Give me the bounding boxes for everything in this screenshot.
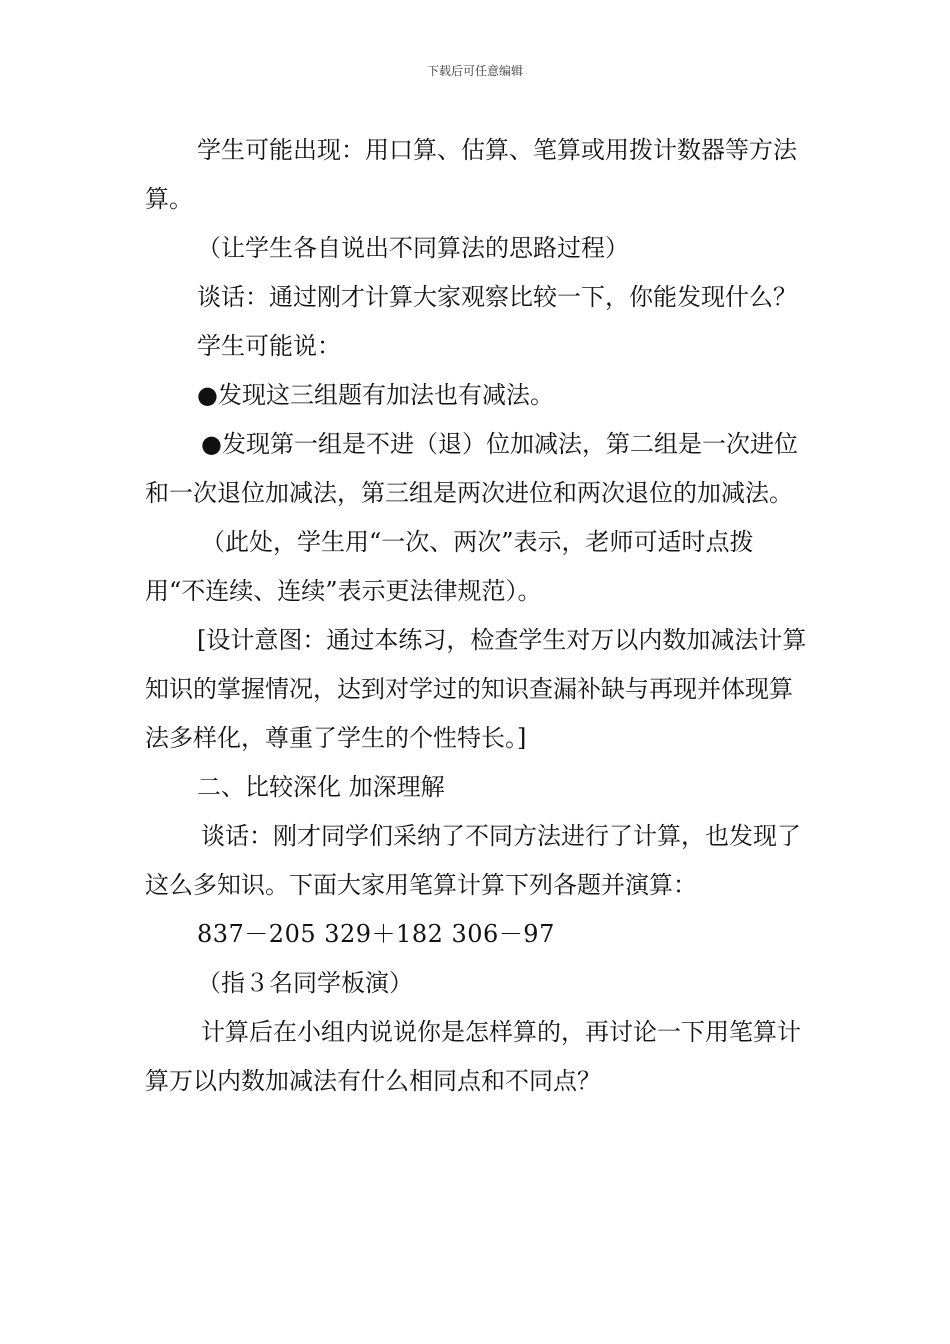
- paragraph-students-may-say: 学生可能说：: [197, 332, 341, 360]
- paragraph-group-discussion: 计算后在小组内说说你是怎样算的，再讨论一下用笔算计算万以内数加减法有什么相同点和不同点？: [145, 1018, 801, 1095]
- bullet-add-subtract: ●发现这三组题有加法也有减法。: [197, 381, 554, 409]
- document-body: [145, 126, 810, 1106]
- paragraph-talk-compare: 谈话：通过刚才计算大家观察比较一下，你能发现什么？: [197, 283, 797, 311]
- paragraph-explain-thinking: （让学生各自说出不同算法的思路过程）: [197, 234, 629, 262]
- section-heading-compare-deepen: 二、比较深化 加深理解: [197, 773, 445, 801]
- exercise-expressions: 837－205 329＋182 306－97: [197, 920, 555, 948]
- page-header-note: 下载后可任意编辑: [426, 64, 523, 78]
- bullet-carry-borrow: ●发现第一组是不进（退）位加减法，第二组是一次进位和一次退位加减法，第三组是两次进位和两次退位的加减法。: [145, 430, 798, 507]
- paragraph-design-intent: [设计意图：通过本练习，检查学生对万以内数加减法计算知识的掌握情况，达到对学过的知识查漏补缺与再现并体现算法多样化，尊重了学生的个性特长。]: [145, 626, 807, 752]
- paragraph-teacher-note: （此处，学生用“一次、两次”表示，老师可适时点拨用“不连续、连续”表示更法律规范）。: [145, 528, 754, 605]
- paragraph-board-demo: （指３名同学板演）: [197, 969, 413, 997]
- paragraph-student-methods: 学生可能出现：用口算、估算、笔算或用拨计数器等方法算。: [145, 136, 797, 213]
- paragraph-talk-written-calc: 谈话：刚才同学们采纳了不同方法进行了计算，也发现了这么多知识。下面大家用笔算计算下列各题并演算：: [145, 822, 801, 899]
